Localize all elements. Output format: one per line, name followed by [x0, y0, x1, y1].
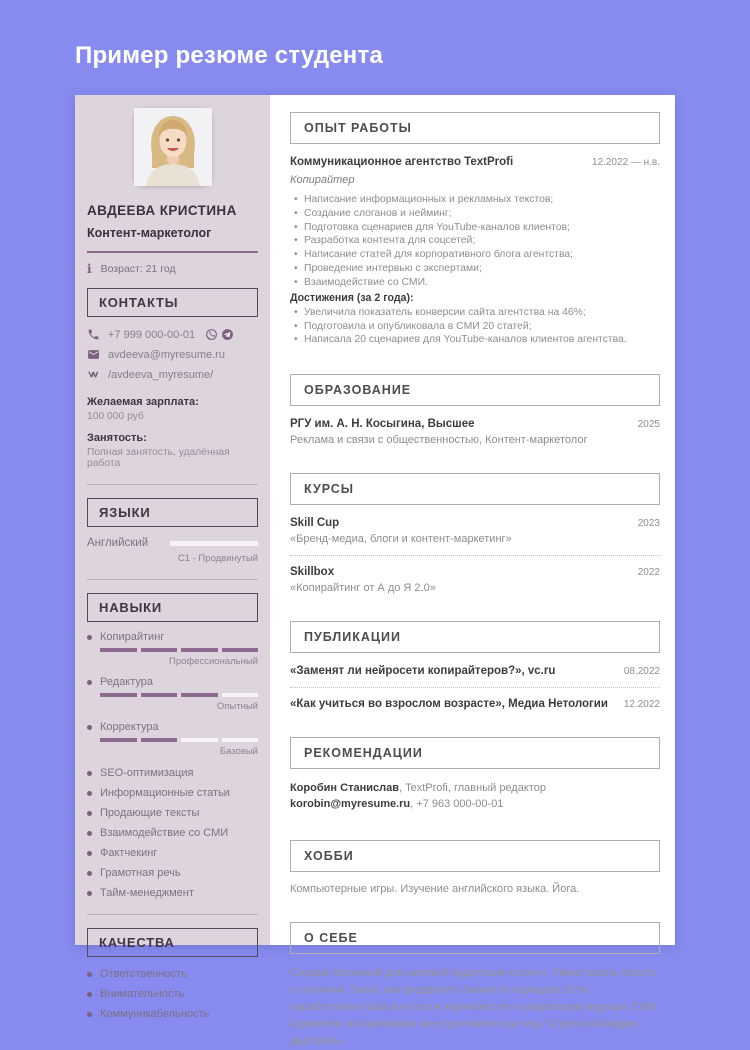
skill-level-label: Профессиональный: [169, 656, 258, 667]
quality-item: Ответственность: [87, 968, 258, 980]
skills-header: НАВЫКИ: [87, 593, 258, 622]
bullet-dot: [87, 1012, 92, 1017]
skill-item: Тайм-менеджмент: [87, 887, 258, 899]
achievement-item: • Написала 20 сценариев для YouTube-каналов клиентов агентства.: [290, 333, 660, 347]
school-name: РГУ им. А. Н. Косыгина, Высшее: [290, 418, 475, 431]
company-name: Коммуникационное агентство TextProfi: [290, 156, 514, 168]
achievements-list: [290, 306, 660, 347]
publication-title: «Как учиться во взрослом возрасте», Медиа Нетологии: [290, 698, 608, 711]
salary-value: 100 000 руб: [87, 411, 144, 422]
skill-level-bar: [100, 693, 258, 697]
achievements-label: Достижения (за 2 года):: [290, 291, 414, 304]
course-name: Skillbox: [290, 566, 335, 579]
experience-header: ОПЫТ РАБОТЫ: [290, 112, 660, 144]
email-address[interactable]: avdeeva@myresume.ru: [108, 348, 225, 361]
skill-level-label: Опытный: [216, 701, 258, 712]
contacts-header: КОНТАКТЫ: [87, 288, 258, 317]
info-icon: i: [87, 262, 92, 276]
bullet-dot: [87, 972, 92, 977]
phone-row[interactable]: [87, 328, 258, 341]
phone-icon: [87, 328, 100, 341]
avatar-illustration: [134, 108, 212, 186]
duties-list: [290, 193, 660, 290]
age-text: Возраст: 21 год: [100, 263, 176, 275]
course-title: «Бренд-медиа, блоги и контент-маркетинг»: [290, 533, 512, 546]
courses-header: КУРСЫ: [290, 473, 660, 505]
skill-level-bar: [100, 738, 258, 742]
skill-item: Информационные статьи: [87, 787, 258, 799]
recommender-contact: korobin@myresume.ru, +7 963 000-00-01: [290, 798, 504, 811]
vk-row[interactable]: [87, 368, 258, 381]
whatsapp-icon[interactable]: [205, 328, 218, 341]
section-divider: [87, 484, 258, 485]
skill-item: Фактчекинг: [87, 847, 258, 859]
course-year: 2022: [637, 567, 660, 579]
skill-name: Копирайтинг: [100, 631, 165, 643]
duty-item: • Проведение интервью с экспертами;: [290, 262, 660, 276]
accent-divider: [87, 251, 258, 253]
language-level-bar: [170, 541, 258, 546]
about-header: О СЕБЕ: [290, 922, 660, 954]
qualities-header: КАЧЕСТВА: [87, 928, 258, 957]
phone-number[interactable]: +7 999 000-00-01: [108, 328, 196, 341]
quality-item: Коммуникабельность: [87, 1008, 258, 1020]
language-level-label: C1 - Продвинутый: [177, 553, 258, 564]
achievement-item: • Увеличила показатель конверсии сайта агентства на 46%;: [290, 306, 660, 320]
duty-item: • Взаимодействие со СМИ.: [290, 276, 660, 290]
bullet-dot: [87, 851, 92, 856]
rated-skill: [87, 676, 258, 712]
work-period: 12.2022 — н.в.: [591, 157, 660, 168]
bullet-dot: [87, 811, 92, 816]
email-icon: [87, 348, 100, 361]
publication-title: «Заменят ли нейросети копирайтеров?», vc.ru: [290, 665, 556, 678]
hobbies-header: ХОББИ: [290, 840, 660, 872]
education-header: ОБРАЗОВАНИЕ: [290, 374, 660, 406]
skill-item: SEO-оптимизация: [87, 767, 258, 779]
course-year: 2023: [637, 518, 660, 530]
skill-item: Взаимодействие со СМИ: [87, 827, 258, 839]
section-divider: [87, 914, 258, 915]
skill-item: Грамотная речь: [87, 867, 258, 879]
vk-icon: [87, 368, 100, 381]
quality-item: Внимательность: [87, 988, 258, 1000]
vk-handle[interactable]: /avdeeva_myresume/: [108, 368, 214, 381]
page-title: Пример резюме студента: [75, 42, 384, 69]
course-title: «Копирайтинг от А до Я 2.0»: [290, 582, 436, 595]
section-divider: [87, 579, 258, 580]
achievement-item: • Подготовила и опубликовала в СМИ 20 статей;: [290, 320, 660, 334]
dotted-divider: [290, 687, 660, 688]
publications-header: ПУБЛИКАЦИИ: [290, 621, 660, 653]
rated-skill: [87, 631, 258, 667]
language-name: Английский: [87, 537, 149, 549]
recommender-line: Коробин Станислав, TextProfi, главный редактор: [290, 782, 546, 795]
publication-date: 08.2022: [623, 666, 660, 678]
bullet-dot: [87, 771, 92, 776]
bullet-dot: [87, 791, 92, 796]
skill-name: Корректура: [100, 721, 159, 733]
education-details: Реклама и связи с общественностью, Контент-маркетолог: [290, 434, 588, 447]
bullet-dot: [87, 725, 92, 730]
course-name: Skill Cup: [290, 517, 340, 530]
person-job-title: Контент-маркетолог: [87, 226, 212, 240]
languages-header: ЯЗЫКИ: [87, 498, 258, 527]
hobbies-text: Компьютерные игры. Изучение английского языка. Йога.: [290, 883, 580, 896]
skill-name: Редактура: [100, 676, 153, 688]
bullet-dot: [87, 992, 92, 997]
about-text: Создаю полезный для целевой аудитории контент. Умею писать просто о сложном. Знаю, как продвигать бизнес в соцмедиа. Есть наработанная база контактов журналистов и редакторов ведущих СМИ. Адекватно воспринимаю конструктивную критику. Строго соблюдаю дедлайны.: [290, 967, 660, 1048]
position-title: Копирайтер: [290, 174, 355, 186]
duty-item: • Создание слоганов и нейминг;: [290, 207, 660, 221]
rated-skill: [87, 721, 258, 757]
email-row[interactable]: [87, 348, 258, 361]
bullet-dot: [87, 871, 92, 876]
resume-sidebar: [75, 95, 270, 1020]
employment-value: Полная занятость, удалённая работа: [87, 447, 230, 469]
resume-card: [75, 95, 675, 1048]
bullet-dot: [87, 680, 92, 685]
duty-item: • Подготовка сценариев для YouTube-каналов клиентов;: [290, 221, 660, 235]
skill-level-bar: [100, 648, 258, 652]
person-name: АВДЕЕВА КРИСТИНА: [87, 203, 237, 218]
publication-date: 12.2022: [623, 699, 660, 711]
skill-item: Продающие тексты: [87, 807, 258, 819]
recommendations-header: РЕКОМЕНДАЦИИ: [290, 737, 660, 769]
education-year: 2025: [637, 419, 660, 431]
resume-main: [270, 95, 675, 1048]
skill-level-label: Базовый: [219, 746, 258, 757]
duty-item: • Написание информационных и рекламных текстов;: [290, 193, 660, 207]
bullet-dot: [87, 891, 92, 896]
duty-item: • Написание статей для корпоративного блога агентства;: [290, 248, 660, 262]
salary-label: Желаемая зарплата:: [87, 396, 199, 408]
employment-label: Занятость:: [87, 432, 147, 444]
bullet-dot: [87, 831, 92, 836]
duty-item: • Разработка контента для соцсетей;: [290, 234, 660, 248]
bullet-dot: [87, 635, 92, 640]
dotted-divider: [290, 555, 660, 556]
avatar: [134, 108, 212, 186]
telegram-icon[interactable]: [221, 328, 234, 341]
